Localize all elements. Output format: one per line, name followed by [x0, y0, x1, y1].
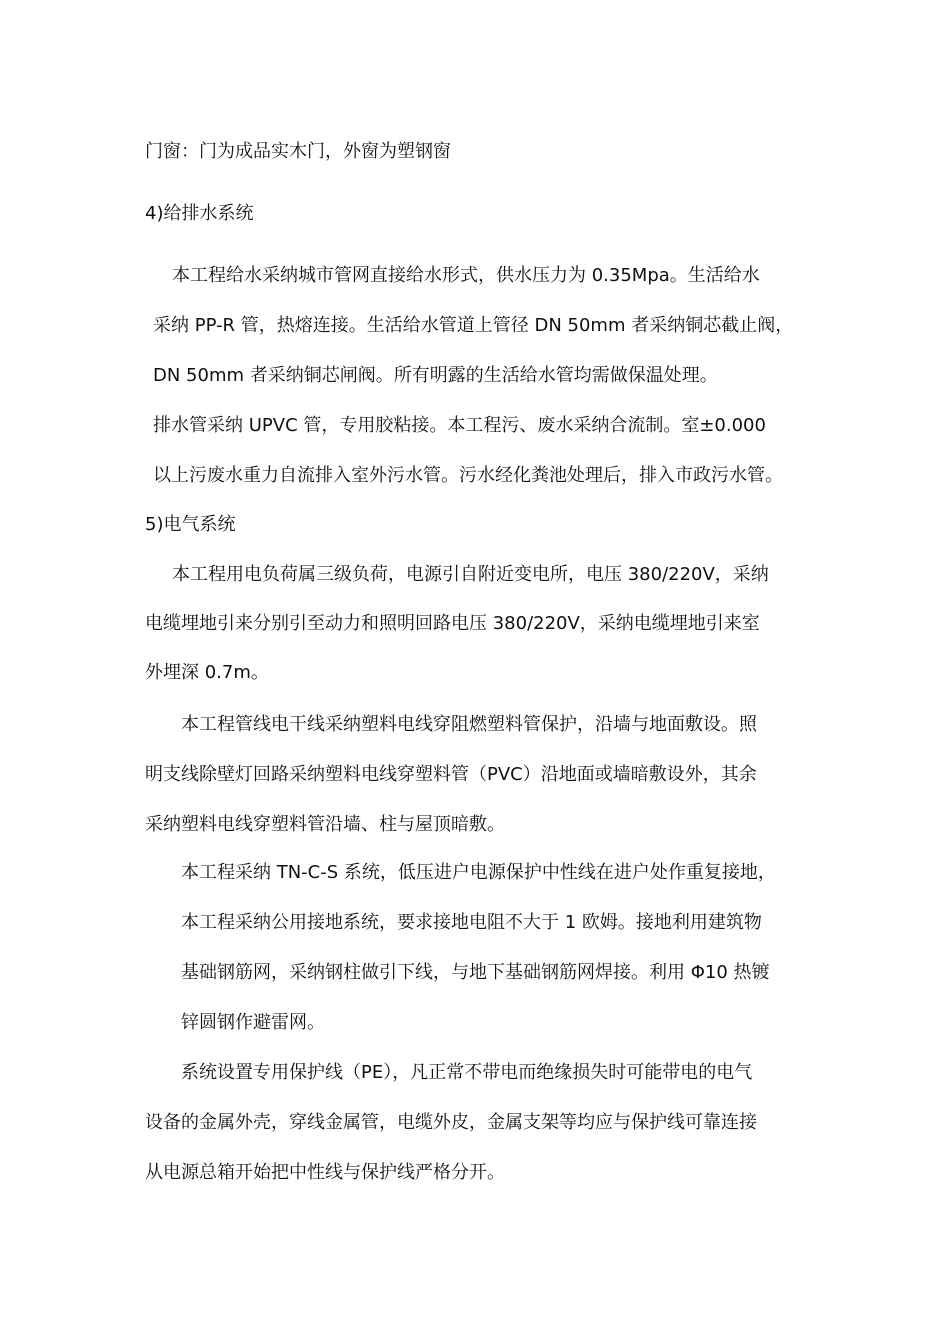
text-line: 电缆埋地引来分别引至动力和照明回路电压 380/220V，采纳电缆埋地引来室: [145, 613, 760, 634]
text-line: 明支线除壁灯回路采纳塑料电线穿塑料管（PVC）沿地面或墙暗敷设外，其余: [145, 764, 757, 785]
text-line: 从电源总箱开始把中性线与保护线严格分开。: [145, 1162, 505, 1183]
text-line: 基础钢筋网，采纳钢柱做引下线，与地下基础钢筋网焊接。利用 Φ10 热镀: [181, 962, 770, 983]
text-line: DN 50mm 者采纳铜芯闸阀。所有明露的生活给水管均需做保温处理。: [153, 365, 718, 386]
text-line: 以上污废水重力自流排入室外污水管。污水经化粪池处理后，排入市政污水管。: [153, 465, 783, 486]
text-line: 本工程用电负荷属三级负荷，电源引自附近变电所，电压 380/220V，采纳: [172, 564, 769, 585]
text-line: 本工程采纳公用接地系统，要求接地电阻不大于 1 欧姆。接地利用建筑物: [181, 912, 762, 933]
section-heading-electrical: 5)电气系统: [145, 514, 236, 535]
text-line: 排水管采纳 UPVC 管，专用胶粘接。本工程污、废水采纳合流制。室±0.000: [153, 415, 766, 436]
text-line: 采纳 PP-R 管，热熔连接。生活给水管道上管径 DN 50mm 者采纳铜芯截止阀，: [153, 315, 794, 336]
text-line: 本工程采纳 TN-C-S 系统，低压进户电源保护中性线在进户处作重复接地，: [181, 862, 776, 883]
text-line: 本工程给水采纳城市管网直接给水形式，供水压力为 0.35Mpa。生活给水: [172, 265, 760, 286]
text-line: 系统设置专用保护线（PE），凡正常不带电而绝缘损失时可能带电的电气: [181, 1062, 753, 1083]
text-line-doors-windows: 门窗：门为成品实木门，外窗为塑钢窗: [145, 141, 451, 162]
text-line: 本工程管线电干线采纳塑料电线穿阻燃塑料管保护，沿墙与地面敷设。照: [181, 714, 757, 735]
text-line: 设备的金属外壳，穿线金属管，电缆外皮，金属支架等均应与保护线可靠连接: [145, 1112, 757, 1133]
section-heading-plumbing: 4)给排水系统: [145, 203, 254, 224]
text-line: 外埋深 0.7m。: [145, 662, 269, 683]
text-line: 锌圆钢作避雷网。: [181, 1012, 325, 1033]
text-line: 采纳塑料电线穿塑料管沿墙、柱与屋顶暗敷。: [145, 814, 505, 835]
